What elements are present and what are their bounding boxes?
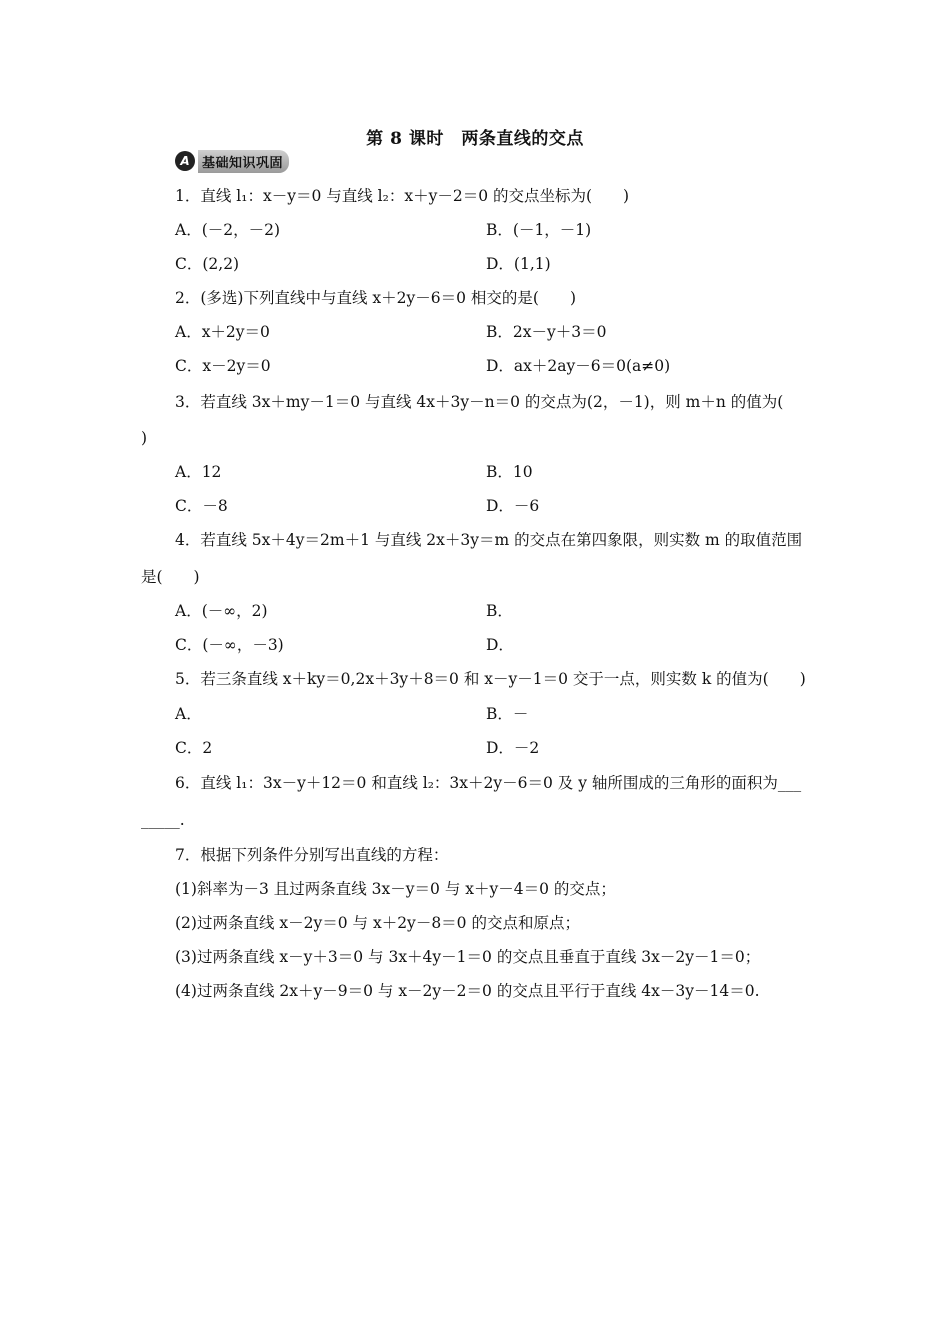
question-3-stem: 3．若直线 3x＋my－1＝0 与直线 4x＋3y－n＝0 的交点为(2，－1)，则 m＋n 的值为( (175, 393, 784, 411)
question-5-option-a: A． (175, 705, 202, 723)
question-5-stem: 5．若三条直线 x＋ky＝0,2x＋3y＋8＝0 和 x－y－1＝0 交于一点，则实数 k 的值为( ) (175, 670, 806, 688)
question-3-stem-continued: ) (141, 429, 148, 447)
section-label: 基础知识巩固 (198, 150, 289, 173)
question-2-option-a: A．x＋2y＝0 (175, 323, 270, 341)
question-1-option-c: C．(2,2) (175, 255, 240, 273)
question-2-option-c: C．x－2y＝0 (175, 357, 271, 375)
question-2-stem: 2．(多选)下列直线中与直线 x＋2y－6＝0 相交的是( ) (175, 289, 576, 307)
question-4-option-d: D． (486, 636, 514, 654)
lesson-title: 第 8 课时 两条直线的交点 (366, 129, 584, 149)
section-badge (175, 150, 289, 172)
question-7-part-3: (3)过两条直线 x－y＋3＝0 与 3x＋4y－1＝0 的交点且垂直于直线 3x－2y－1＝0； (175, 948, 761, 966)
question-7-part-1: (1)斜率为－3 且过两条直线 3x－y＝0 与 x＋y－4＝0 的交点； (175, 880, 616, 898)
question-4-option-a: A．(－∞，2) (175, 602, 268, 620)
question-6-stem-continued: _____. (141, 811, 185, 829)
question-1-option-d: D．(1,1) (486, 255, 551, 273)
question-5-option-d: D．－2 (486, 739, 540, 757)
question-5-option-b: B．－ (486, 705, 529, 723)
question-1-stem: 1．直线 l₁：x－y＝0 与直线 l₂：x＋y－2＝0 的交点坐标为( ) (175, 187, 630, 205)
question-3-option-b: B．10 (486, 463, 533, 481)
question-2-option-d: D．ax＋2ay－6＝0(a≠0) (486, 357, 671, 375)
question-7-part-4: (4)过两条直线 2x＋y－9＝0 与 x－2y－2＝0 的交点且平行于直线 4x－3y－14＝0. (175, 982, 760, 1000)
question-4-option-c: C．(－∞，－3) (175, 636, 284, 654)
question-7-stem: 7．根据下列条件分别写出直线的方程： (175, 846, 449, 864)
question-4-option-b: B． (486, 602, 513, 620)
question-1-option-a: A．(－2，－2) (175, 221, 281, 239)
question-5-option-c: C．2 (175, 739, 213, 757)
question-6-stem: 6．直线 l₁：3x－y＋12＝0 和直线 l₂：3x＋2y－6＝0 及 y 轴所围成的三角形的面积为___ (175, 774, 802, 792)
question-3-option-d: D．－6 (486, 497, 540, 515)
question-3-option-c: C．－8 (175, 497, 228, 515)
question-7-part-2: (2)过两条直线 x－2y＝0 与 x＋2y－8＝0 的交点和原点； (175, 914, 580, 932)
question-4-stem-continued: 是( ) (141, 568, 200, 586)
question-2-option-b: B．2x－y＋3＝0 (486, 323, 607, 341)
question-1-option-b: B．(－1，－1) (486, 221, 592, 239)
question-3-option-a: A．12 (175, 463, 222, 481)
section-letter-icon: A (175, 151, 195, 171)
question-4-stem: 4．若直线 5x＋4y＝2m＋1 与直线 2x＋3y＝m 的交点在第四象限，则实数 m 的取值范围 (175, 531, 803, 549)
